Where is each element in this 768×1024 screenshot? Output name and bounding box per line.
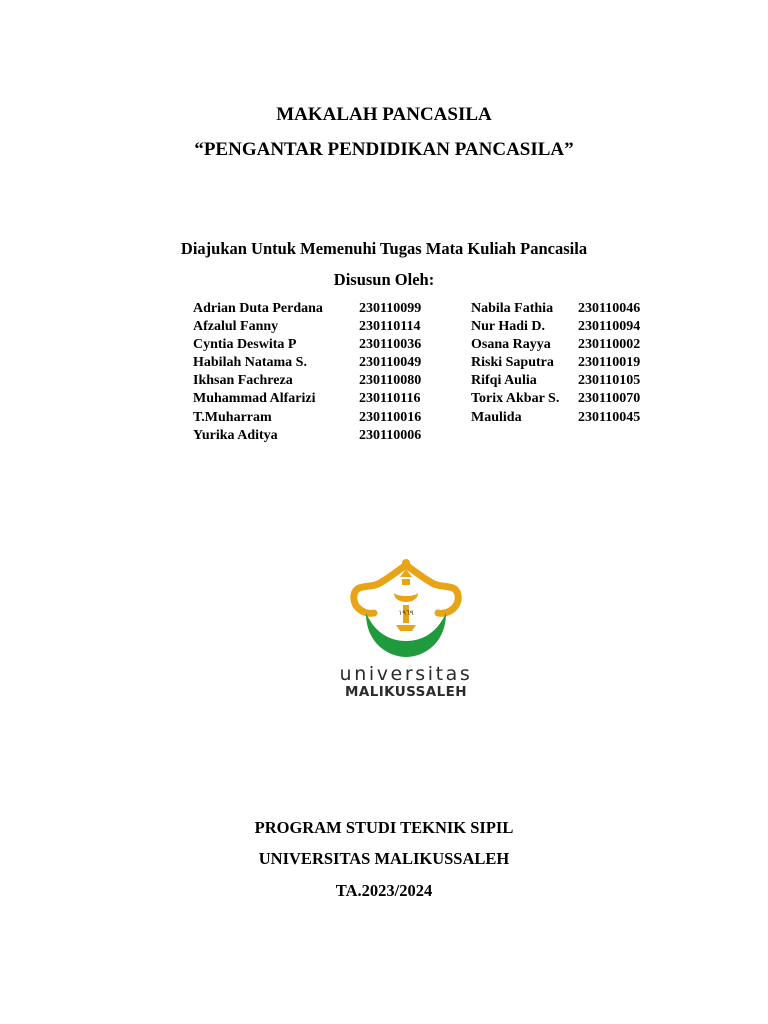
member-name: T.Muharram bbox=[193, 409, 272, 425]
member-nim: 230110006 bbox=[359, 427, 422, 443]
member-name: Riski Saputra bbox=[471, 355, 554, 371]
member-nim: 230110016 bbox=[359, 409, 422, 425]
member-nim: 230110049 bbox=[359, 355, 422, 371]
member-name: Muhammad Alfarizi bbox=[193, 391, 316, 407]
member-nim: 230110036 bbox=[359, 337, 422, 353]
member-name: Cyntia Deswita P bbox=[193, 337, 297, 353]
member-name: Osana Rayya bbox=[471, 337, 551, 353]
member-nim: 230110045 bbox=[578, 409, 641, 425]
member-name: Maulida bbox=[471, 409, 522, 425]
gold-dot bbox=[402, 559, 410, 567]
university-name: UNIVERSITAS MALIKUSSALEH bbox=[258, 849, 510, 868]
member-name: Adrian Duta Perdana bbox=[193, 301, 323, 316]
logo-text-universitas: universitas bbox=[339, 663, 473, 685]
prepared-by-label: Disusun Oleh: bbox=[333, 270, 435, 289]
member-name: Afzalul Fanny bbox=[193, 319, 279, 335]
university-emblem-icon bbox=[336, 553, 476, 661]
member-nim: 230110070 bbox=[578, 391, 641, 407]
university-logo bbox=[336, 553, 476, 705]
member-nim: 230110080 bbox=[359, 373, 422, 389]
member-name: Habilah Natama S. bbox=[193, 355, 307, 371]
member-nim: 230110099 bbox=[359, 301, 422, 316]
purpose-statement: Diajukan Untuk Memenuhi Tugas Mata Kuliah Pancasila bbox=[180, 239, 588, 258]
document-subtitle: “PENGANTAR PENDIDIKAN PANCASILA” bbox=[194, 139, 574, 160]
member-nim: 230110116 bbox=[359, 391, 421, 407]
member-name: Torix Akbar S. bbox=[471, 391, 560, 407]
member-name: Nur Hadi D. bbox=[471, 319, 546, 335]
member-nim: 230110046 bbox=[578, 301, 641, 316]
study-program: PROGRAM STUDI TEKNIK SIPIL bbox=[254, 818, 514, 837]
member-nim: 230110019 bbox=[578, 355, 641, 371]
member-nim: 230110094 bbox=[578, 319, 641, 335]
member-name: Ikhsan Fachreza bbox=[193, 373, 293, 389]
emblem-year: ١٩٦٩ bbox=[398, 609, 414, 617]
member-name: Rifqi Aulia bbox=[471, 373, 537, 389]
document-title: MAKALAH PANCASILA bbox=[276, 104, 492, 125]
member-name: Nabila Fathia bbox=[471, 301, 554, 316]
member-name: Yurika Aditya bbox=[193, 427, 278, 443]
member-nim: 230110002 bbox=[578, 337, 641, 353]
member-nim: 230110105 bbox=[578, 373, 641, 389]
academic-year: TA.2023/2024 bbox=[335, 881, 433, 900]
logo-text-malikussaleh: MALIKUSSALEH bbox=[345, 684, 467, 700]
gold-torch bbox=[394, 569, 418, 631]
member-nim: 230110114 bbox=[359, 319, 421, 335]
